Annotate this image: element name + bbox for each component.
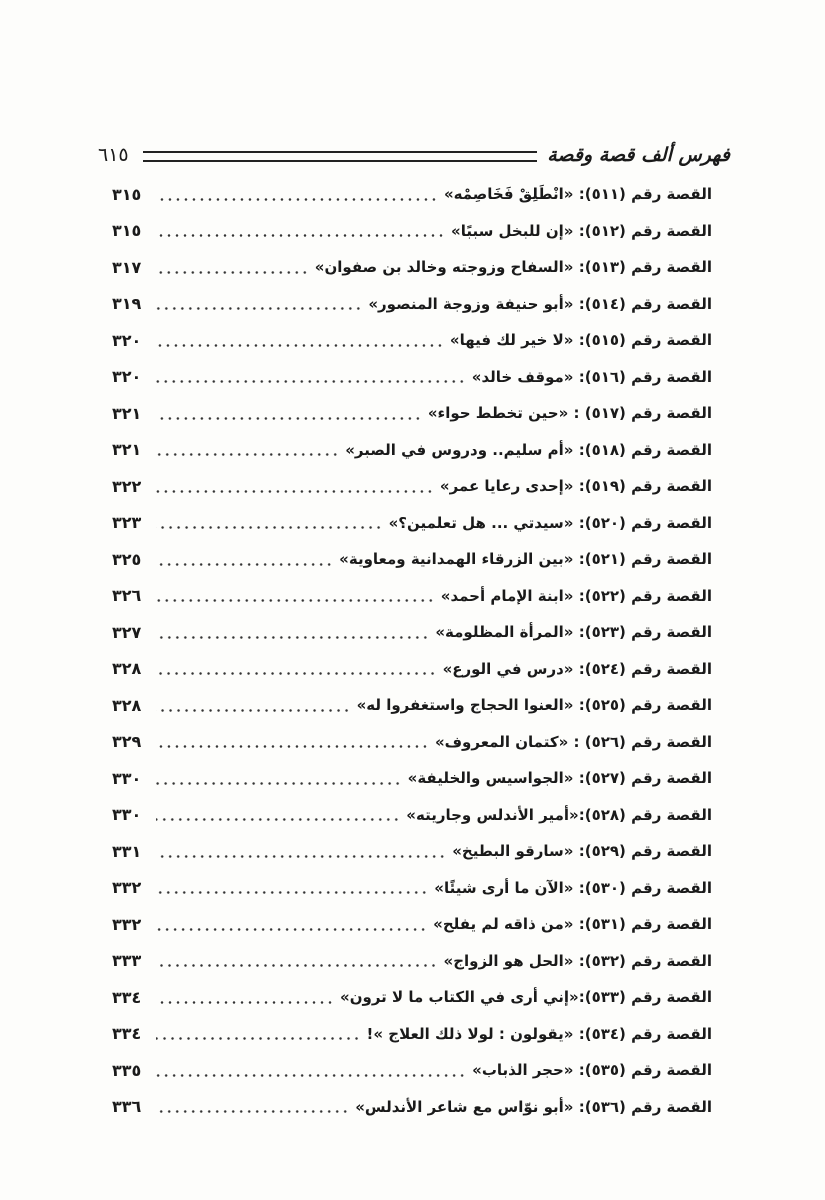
entry-title: القصة رقم (٥٣٢): «الحل هو الزواج»: [443, 951, 712, 970]
entry-title: القصة رقم (٥١٨): «أم سليم.. ودروس في الصبر»: [345, 440, 712, 459]
toc-entry: [112, 541, 712, 578]
toc-entry: [112, 1016, 712, 1053]
entry-title: القصة رقم (٥٢٦) : «كتمان المعروف»: [434, 732, 712, 751]
dot-leader: [156, 745, 429, 748]
toc-entry: [112, 249, 712, 286]
entry-page-number: ٣٢١: [112, 403, 142, 423]
toc-entry: [112, 1052, 712, 1089]
toc-entry: [112, 359, 712, 396]
dot-leader: [156, 891, 428, 894]
dot-leader: [156, 417, 422, 420]
entry-page-number: ٣١٩: [112, 294, 142, 314]
entry-title: القصة رقم (٥١٦): «موقف خالد»: [471, 367, 712, 386]
entry-title: القصة رقم (٥١٩): «إحدى رعايا عمر»: [439, 477, 712, 496]
entry-page-number: ٣٣٤: [112, 1024, 142, 1044]
toc-entry: [112, 687, 712, 724]
entry-title: القصة رقم (٥٣٣):«إني أرى في الكتاب ما لا ترون»: [340, 988, 712, 1007]
toc-entry: [112, 468, 712, 505]
dot-leader: [156, 1037, 361, 1040]
entry-title: القصة رقم (٥٢٤): «درس في الورع»: [442, 659, 712, 678]
toc-entry: [112, 432, 712, 469]
dot-leader: [156, 964, 438, 967]
entry-title: القصة رقم (٥٣٠): «الآن ما أرى شيئًا»: [434, 878, 712, 897]
entry-title: القصة رقم (٥١٤): «أبو حنيفة وزوجة المنصور»: [368, 294, 712, 313]
dot-leader: [156, 599, 435, 602]
entry-page-number: ٣٢٢: [112, 476, 142, 496]
entry-page-number: ٣١٥: [112, 184, 142, 204]
entry-page-number: ٣٢٠: [112, 330, 142, 350]
dot-leader: [156, 271, 309, 274]
dot-leader: [156, 234, 445, 237]
toc-entry: [112, 176, 712, 213]
entry-page-number: ٣٣٥: [112, 1060, 142, 1080]
dot-leader: [156, 563, 333, 566]
entry-page-number: ٣٢٣: [112, 513, 142, 533]
entry-page-number: ٣٢٨: [112, 659, 142, 679]
entry-title: القصة رقم (٥٢٢): «ابنة الإمام أحمد»: [440, 586, 712, 605]
toc-entry: [112, 833, 712, 870]
entry-page-number: ٣٣٠: [112, 768, 142, 788]
dot-leader: [156, 855, 446, 858]
entry-page-number: ٣٣٢: [112, 914, 142, 934]
dot-leader: [156, 344, 444, 347]
entry-title: القصة رقم (٥١٧) : «حين تخطط حواء»: [427, 404, 712, 423]
entry-title: القصة رقم (٥٣١): «من ذاقه لم يفلح»: [433, 915, 712, 934]
entry-title: القصة رقم (٥١٣): «السفاح وزوجته وخالد بن صفوان»: [314, 258, 712, 277]
toc-entry: [112, 651, 712, 688]
entry-page-number: ٣٢٦: [112, 586, 142, 606]
entry-page-number: ٣٢٨: [112, 695, 142, 715]
toc-entry: [112, 505, 712, 542]
entry-page-number: ٣٢١: [112, 440, 142, 460]
entry-page-number: ٣٢٥: [112, 549, 142, 569]
toc-entry: [112, 906, 712, 943]
entry-title: القصة رقم (٥١٥): «لا خير لك فيها»: [449, 331, 712, 350]
entry-page-number: ٣٣١: [112, 841, 142, 861]
entry-page-number: ٣١٥: [112, 221, 142, 241]
page-header: [98, 138, 730, 172]
toc-entry: [112, 870, 712, 907]
toc-entry: [112, 614, 712, 651]
entry-title: القصة رقم (٥٣٦): «أبو نوّاس مع شاعر الأندلس»: [355, 1097, 712, 1116]
entry-page-number: ٣١٧: [112, 257, 142, 277]
entry-title: القصة رقم (٥١٢): «إن للبخل سببًا»: [451, 221, 712, 240]
entry-title: القصة رقم (٥٢١): «بين الزرقاء الهمدانية ومعاوية»: [339, 550, 712, 569]
entry-page-number: ٣٣٢: [112, 878, 142, 898]
entry-title: القصة رقم (٥٢٥): «العنوا الحجاج واستغفروا له»: [356, 696, 712, 715]
dot-leader: [156, 526, 383, 529]
dot-leader: [156, 453, 339, 456]
dot-leader: [156, 490, 434, 493]
dot-leader: [156, 928, 427, 931]
toc-entry: [112, 1089, 712, 1126]
entry-title: القصة رقم (٥٢٩): «سارقو البطيخ»: [452, 842, 712, 861]
dot-leader: [156, 1110, 349, 1113]
toc-entry: [112, 322, 712, 359]
dot-leader: [156, 636, 429, 639]
toc-entry: [112, 760, 712, 797]
entry-page-number: ٣٢٩: [112, 732, 142, 752]
entry-title: القصة رقم (٥٣٤): «يقولون : لولا ذلك العلاج »!: [366, 1024, 712, 1043]
toc-entry: [112, 286, 712, 323]
entry-page-number: ٣٣٠: [112, 805, 142, 825]
dot-leader: [156, 1001, 334, 1004]
entry-title: القصة رقم (٥٢٠): «سيدتي ... هل تعلمين؟»: [388, 513, 712, 532]
running-title: فهرس ألف قصة وقصة: [547, 144, 730, 166]
entry-page-number: ٣٢٧: [112, 622, 142, 642]
entry-title: القصة رقم (٥١١): «انْطَلِقْ فَخَاصِمْه»: [443, 185, 712, 204]
toc-entry: [112, 797, 712, 834]
entry-page-number: ٣٣٣: [112, 951, 142, 971]
dot-leader: [156, 818, 400, 821]
toc-entry: [112, 395, 712, 432]
header-rule: [143, 151, 538, 162]
dot-leader: [156, 782, 402, 785]
dot-leader: [156, 709, 351, 712]
dot-leader: [156, 380, 466, 383]
entry-page-number: ٣٣٤: [112, 987, 142, 1007]
dot-leader: [156, 198, 438, 201]
entry-title: القصة رقم (٥٢٨):«أمير الأندلس وجاريته»: [406, 805, 712, 824]
dot-leader: [156, 672, 437, 675]
entry-page-number: ٣٢٠: [112, 367, 142, 387]
toc-entry: [112, 578, 712, 615]
entry-title: القصة رقم (٥٢٧): «الجواسيس والخليفة»: [407, 769, 712, 788]
toc-list: [112, 176, 712, 1125]
toc-entry: [112, 213, 712, 250]
page-number: ٦١٥: [98, 144, 129, 166]
toc-entry: [112, 943, 712, 980]
entry-page-number: ٣٣٦: [112, 1097, 142, 1117]
entry-title: القصة رقم (٥٢٣): «المرأة المظلومة»: [435, 623, 712, 642]
entry-title: القصة رقم (٥٣٥): «حجر الذباب»: [472, 1061, 712, 1080]
dot-leader: [156, 307, 362, 310]
toc-entry: [112, 724, 712, 761]
toc-entry: [112, 979, 712, 1016]
dot-leader: [156, 1074, 466, 1077]
